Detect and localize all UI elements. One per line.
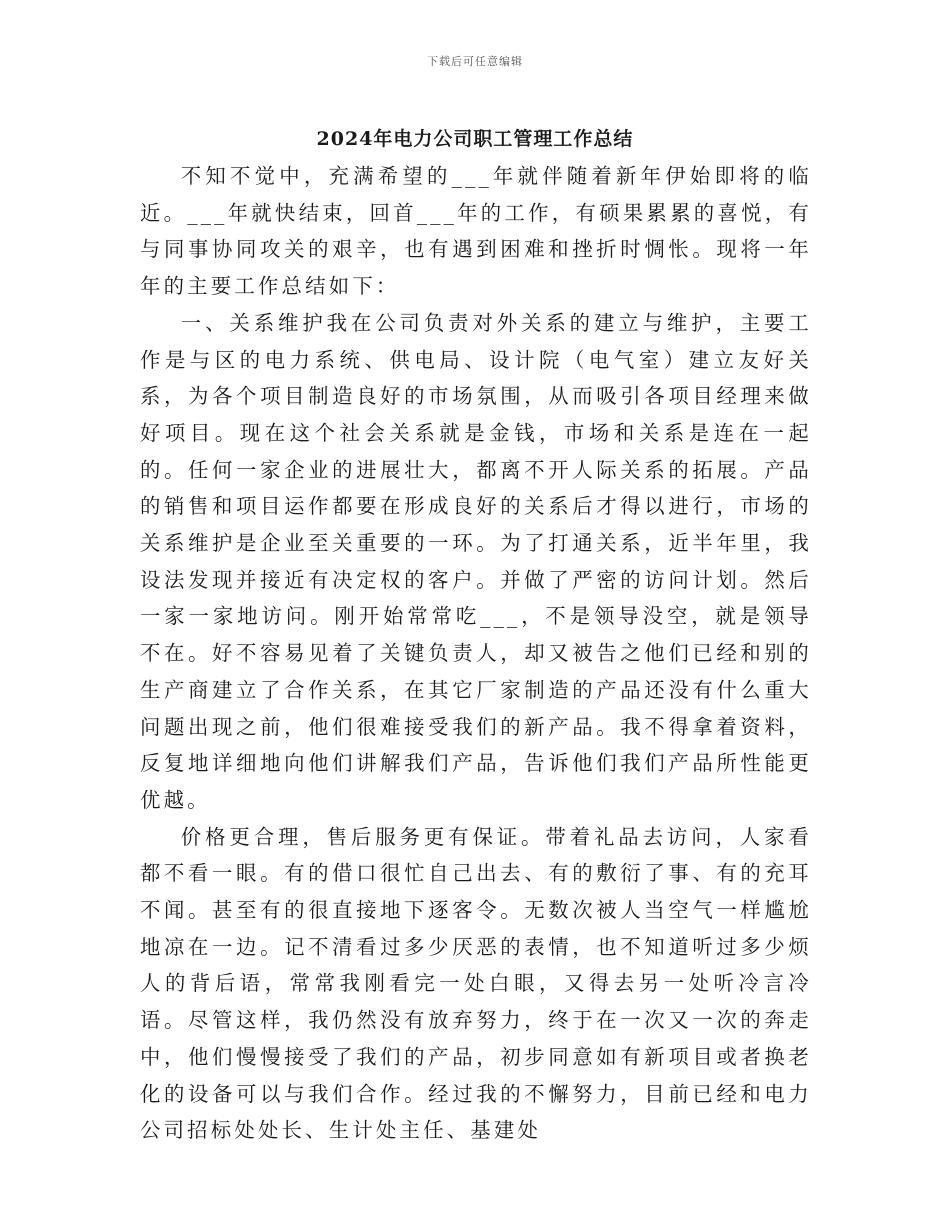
paragraph-relationship-maintenance: 一、关系维护我在公司负责对外关系的建立与维护，主要工作是与区的电力系统、供电局、设计院（电气室）建立友好关系，为各个项目制造良好的市场氛围，从而吸引各项目经理来做好项目。现在这个社会关系就是金钱，市场和关系是连在一起的。任何一家企业的进展壮大，都离不开人际关系的拓展。产品的销售和项目运作都要在形成良好的关系后才得以进行，市场的关系维护是企业至关重要的一环。为了打通关系，近半年里，我设法发现并接近有决定权的客户。并做了严密的访问计划。然后一家一家地访问。刚开始常常吃___，不是领导没空，就是领导不在。好不容易见着了关键负责人，却又被告之他们已经和别的生产商建立了合作关系，在其它厂家制造的产品还没有什么重大问题出现之前，他们很难接受我们的新产品。我不得拿着资料，反复地详细地向他们讲解我们产品，告诉他们我们产品所性能更优越。 bbox=[140, 310, 812, 812]
paragraph-intro: 不知不觉中，充满希望的___年就伴随着新年伊始即将的临近。___年就快结束，回首___年的工作，有硕果累累的喜悦，有与同事协同攻关的艰辛，也有遇到困难和挫折时惆怅。现将一年年的主要工作总结如下： bbox=[140, 164, 812, 299]
document-title: 2024年电力公司职工管理工作总结 bbox=[316, 128, 634, 150]
paragraph-price-service: 价格更合理，售后服务更有保证。带着礼品去访问，人家看都不看一眼。有的借口很忙自己出去、有的敷衍了事、有的充耳不闻。甚至有的很直接地下逐客令。无数次被人当空气一样尴尬地凉在一边。记不清看过多少厌恶的表情，也不知道听过多少烦人的背后语，常常我刚看完一处白眼，又得去另一处听冷言冷语。尽管这样，我仍然没有放弃努力，终于在一次又一次的奔走中，他们慢慢接受了我们的产品，初步同意如有新项目或者换老化的设备可以与我们合作。经过我的不懈努力，目前已经和电力公司招标处处长、生计处主任、基建处 bbox=[140, 824, 812, 1143]
page-header-note: 下载后可任意编辑 bbox=[427, 55, 523, 68]
document-body bbox=[140, 158, 812, 1149]
